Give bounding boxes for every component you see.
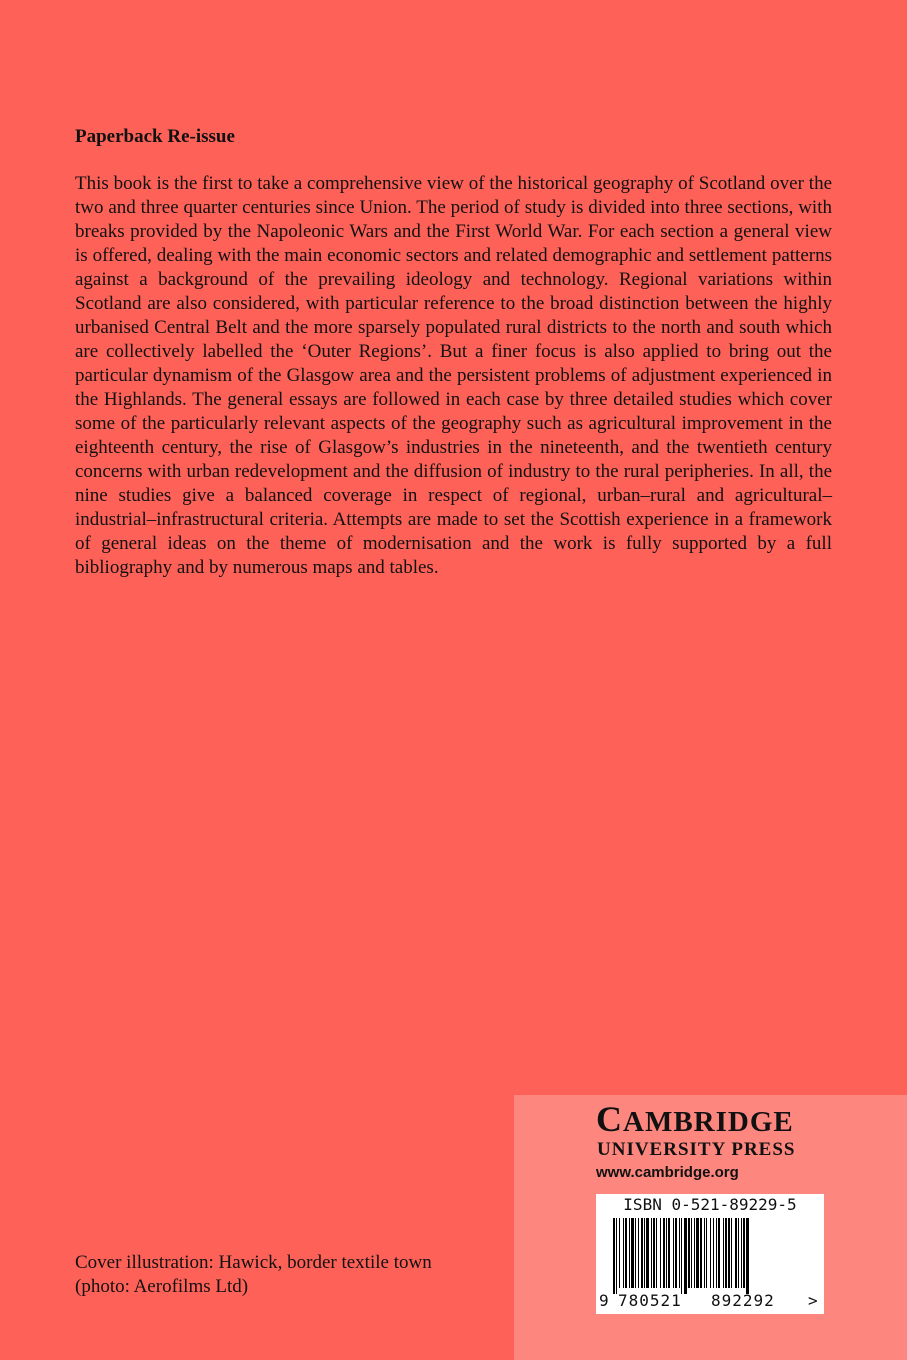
publisher-subtitle: UNIVERSITY PRESS: [597, 1139, 796, 1160]
barcode-bar: [679, 1218, 680, 1288]
barcode-bar: [641, 1218, 643, 1288]
barcode-bar: [681, 1218, 682, 1294]
isbn-barcode: [596, 1194, 824, 1314]
barcode-bar: [625, 1218, 627, 1288]
barcode-bar: [731, 1218, 732, 1288]
barcode-bar: [710, 1218, 711, 1288]
barcode-bar: [718, 1218, 720, 1288]
barcode-bar: [619, 1218, 620, 1288]
barcode-bar: [725, 1218, 727, 1288]
barcode-bar: [741, 1218, 742, 1288]
barcode-bar: [644, 1218, 645, 1288]
barcode-bar: [663, 1218, 665, 1288]
barcode-bar: [653, 1218, 655, 1288]
barcode-bar: [704, 1218, 705, 1288]
brand-initial: C: [596, 1099, 623, 1139]
barcode-lead-digit: 9: [599, 1291, 609, 1310]
barcode-bar: [746, 1218, 749, 1294]
barcode-bar: [656, 1218, 657, 1288]
barcode-bar: [723, 1218, 724, 1288]
barcode-bar: [694, 1218, 695, 1288]
barcode-bars: [613, 1218, 809, 1294]
barcode-bar: [638, 1218, 639, 1288]
barcode-bar: [613, 1218, 615, 1294]
barcode-bar: [616, 1218, 617, 1294]
barcode-bar: [646, 1218, 649, 1288]
book-description: This book is the first to take a comprehensive view of the historical geography of Scotland over the two and three quarter centuries since Union. The period of study is divided into three sections, with breaks provided by the Napoleonic Wars and the First World War. For each section a general view is offered, dealing with the main economic sectors and related demographic and settlement patterns against a background of the prevailing ideology and technology. Regional variations within Scotland are also considered, with particular reference to the broad distinction between the highly urbanised Central Belt and the more sparsely populated rural districts to the north and south which are collectively labelled the ‘Outer Regions’. But a finer focus is also applied to bring out the particular dynamism of the Glasgow area and the persistent problems of adjustment experienced in the Highlands. The general essays are followed in each case by three detailed studies which cover some of the particularly relevant aspects of the geography such as agricultural improvement in the eighteenth century, the rise of Glasgow’s industries in the nineteenth, and the twentieth century concerns with urban redevelopment and the diffusion of industry to the rural peripheries. In all, the nine studies give a balanced coverage in respect of regional, urban–rural and agricultural–industrial–infrastructural criteria. Attempts are made to set the Scottish experience in a framework of general ideas on the theme of modernisation and the work is fully supported by a full bibliography and by numerous maps and tables.: [75, 173, 832, 578]
barcode-right-digits: 892292: [711, 1291, 775, 1310]
barcode-end-mark: >: [808, 1291, 818, 1310]
barcode-bar: [666, 1218, 667, 1288]
barcode-bar: [743, 1218, 745, 1288]
publisher-logo-cambridge: [596, 1101, 794, 1140]
isbn-label: ISBN 0-521-89229-5: [623, 1195, 797, 1214]
barcode-bar: [706, 1218, 707, 1288]
barcode-bar: [635, 1218, 636, 1288]
barcode-bar: [688, 1218, 690, 1288]
barcode-bar: [691, 1218, 692, 1288]
barcode-bar: [631, 1218, 634, 1288]
barcode-bar: [660, 1218, 661, 1288]
barcode-bar: [675, 1218, 677, 1288]
barcode-bar: [716, 1218, 717, 1288]
barcode-bar: [684, 1218, 687, 1294]
barcode-bar: [629, 1218, 630, 1288]
barcode-bar: [728, 1218, 730, 1288]
barcode-bar: [700, 1218, 702, 1288]
barcode-left-digits: 780521: [618, 1291, 682, 1310]
cover-credit-line: Cover illustration: Hawick, border textile town: [75, 1252, 432, 1273]
barcode-bar: [735, 1218, 737, 1288]
barcode-bar: [668, 1218, 670, 1288]
barcode-bar: [623, 1218, 624, 1288]
barcode-bar: [738, 1218, 739, 1288]
barcode-bar: [713, 1218, 714, 1288]
barcode-bar: [673, 1218, 674, 1288]
heading-paperback-reissue: Paperback Re-issue: [75, 126, 235, 147]
barcode-bar: [651, 1218, 652, 1288]
publisher-website: www.cambridge.org: [596, 1164, 739, 1181]
cover-credit-photo: (photo: Aerofilms Ltd): [75, 1276, 249, 1297]
brand-rest: AMBRIDGE: [623, 1106, 794, 1138]
cover-credit: [75, 1251, 432, 1299]
barcode-bar: [696, 1218, 699, 1288]
